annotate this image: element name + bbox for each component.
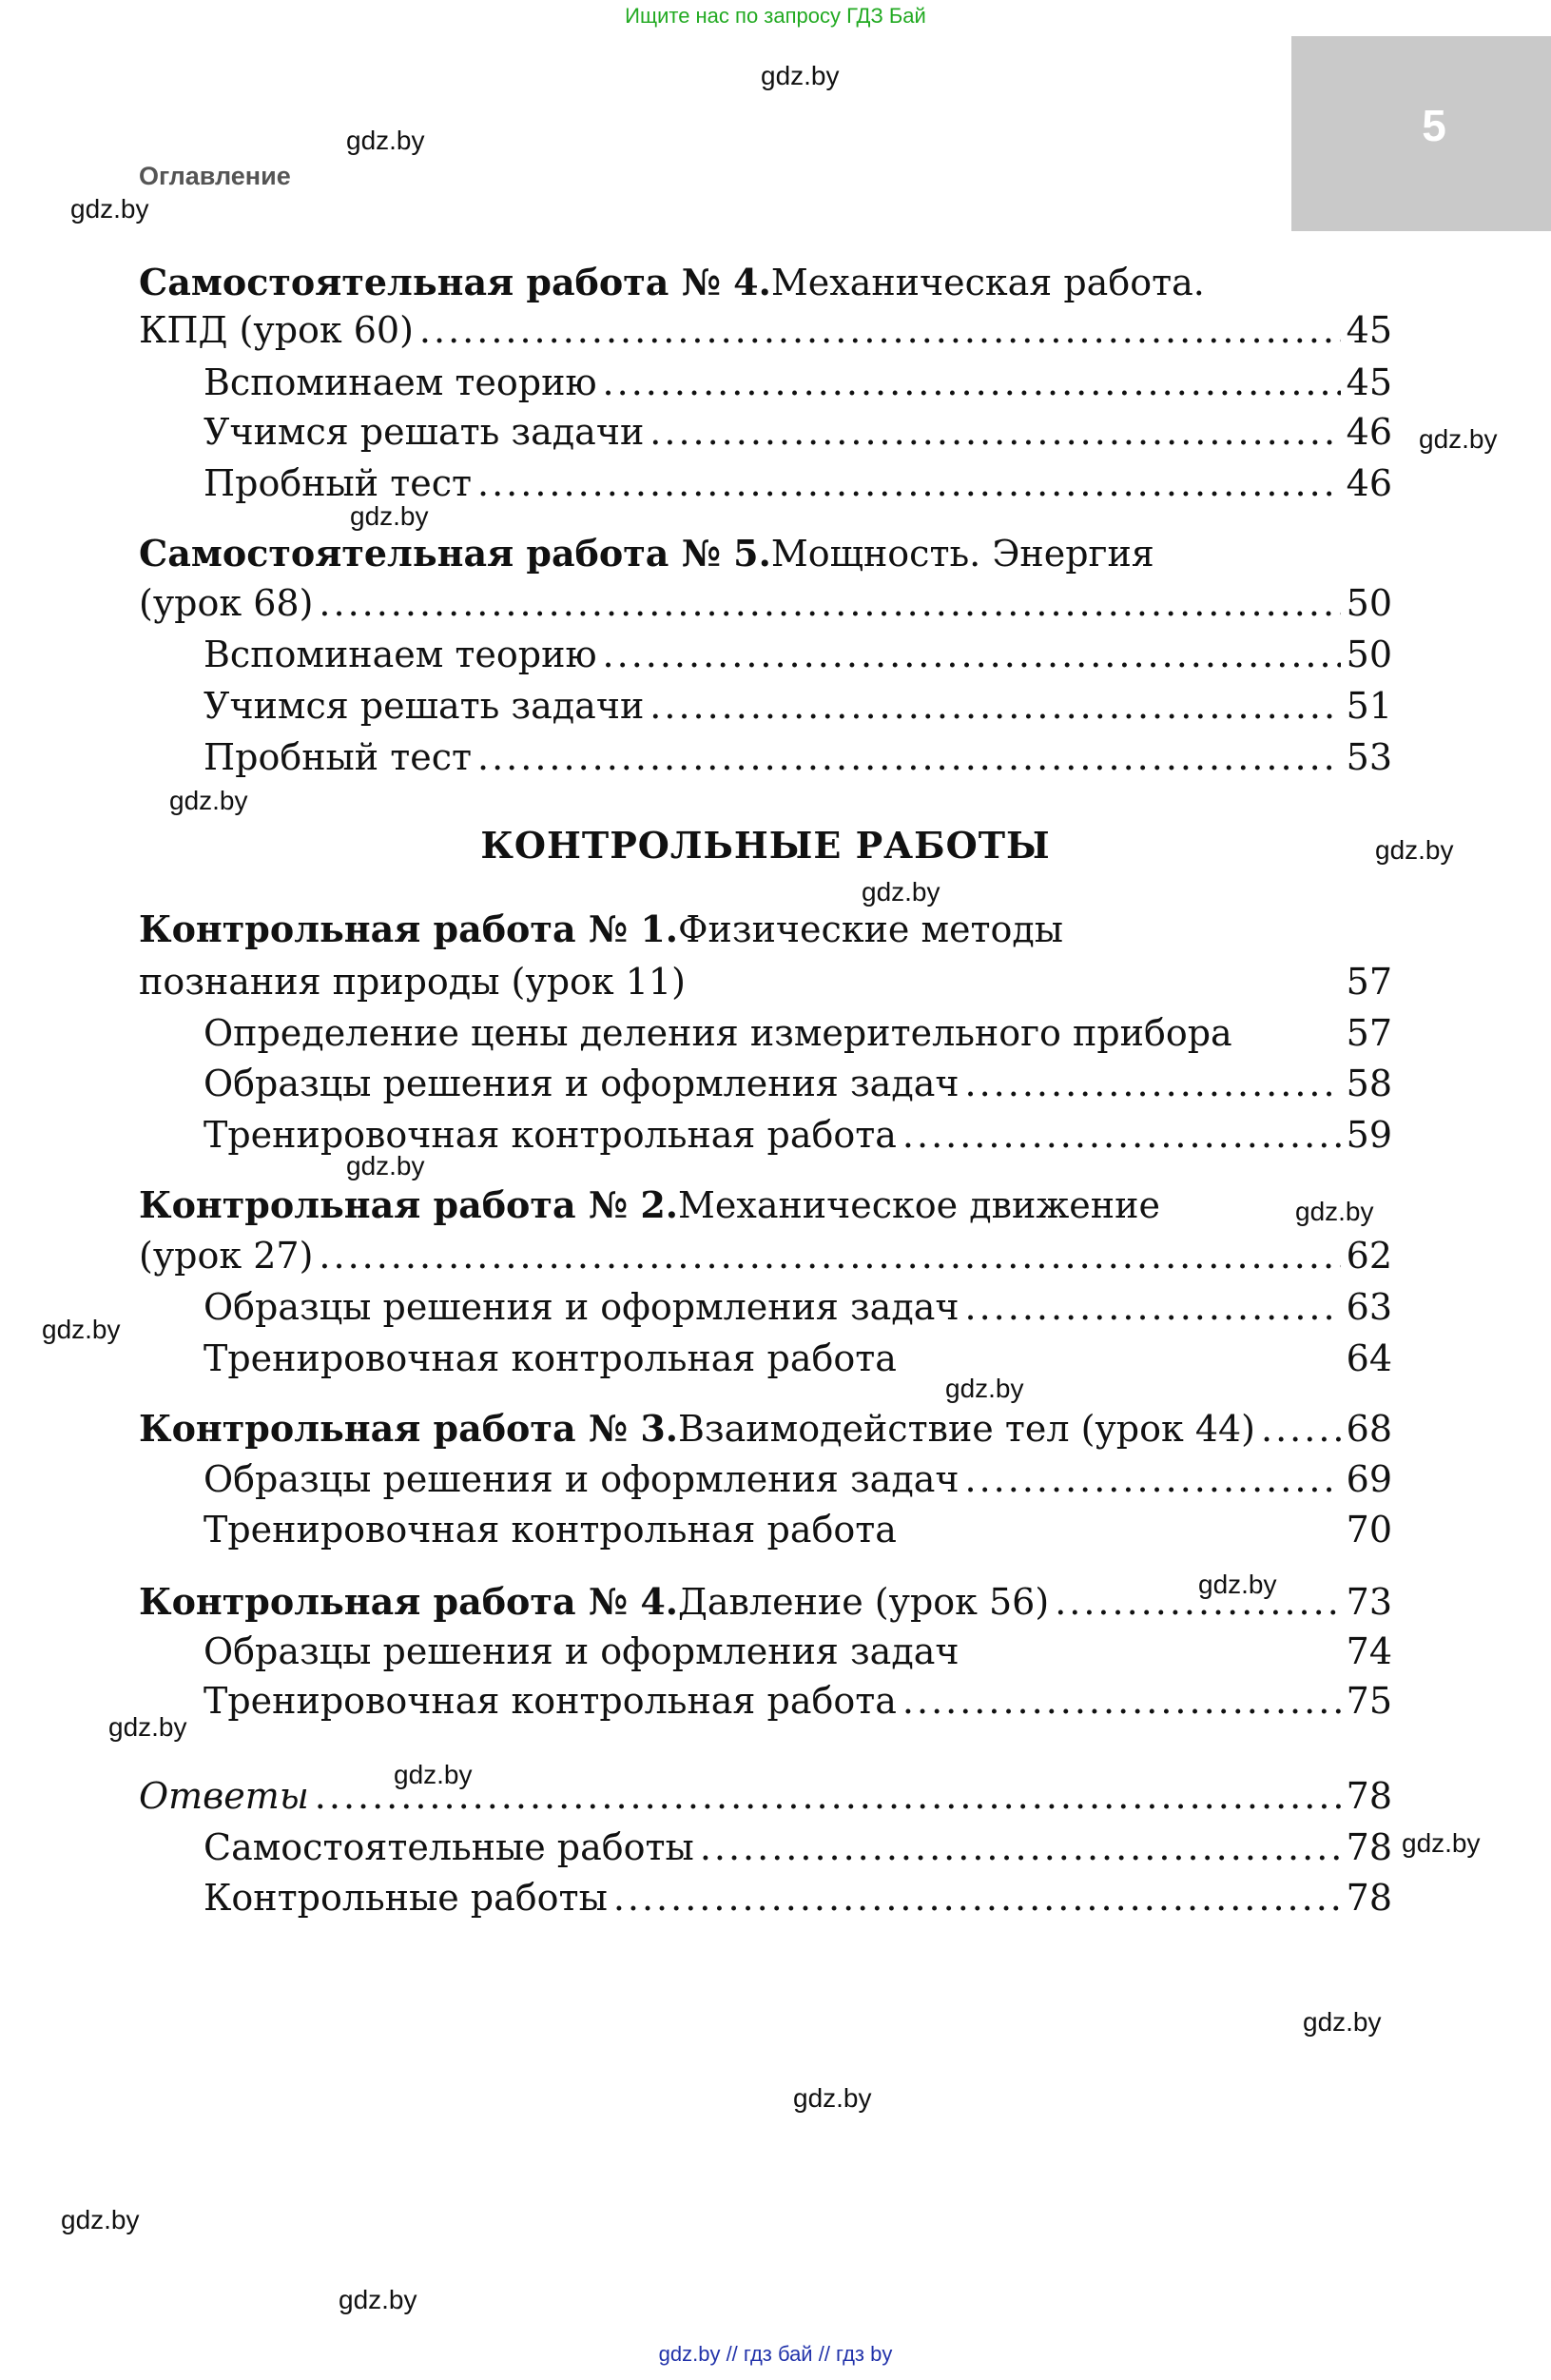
- toc-page-number: 50: [1346, 582, 1392, 624]
- toc-leader-dots: [965, 1286, 1341, 1328]
- toc-entry-kr3-sub2[interactable]: [204, 1509, 1392, 1551]
- toc-entry-kr1-title: [139, 908, 1392, 950]
- toc-entry-sr4-sub2[interactable]: [204, 411, 1392, 453]
- toc-entry-kr1-sub1[interactable]: [204, 1012, 1392, 1054]
- toc-page-number: 63: [1346, 1286, 1392, 1328]
- toc-entry-sr4-sub3[interactable]: [204, 462, 1392, 504]
- toc-entry-sr5-sub2[interactable]: [204, 685, 1392, 727]
- watermark: gdz.by: [350, 501, 429, 531]
- toc-entry-answers-sub2[interactable]: [204, 1877, 1392, 1919]
- toc-leader-dots: [477, 462, 1341, 504]
- toc-leader-dots: [649, 685, 1340, 727]
- toc-entry-title-bold: Контрольная работа № 3.: [139, 1407, 678, 1450]
- toc-entry-title-rest: Мощность. Энергия: [770, 533, 1154, 575]
- toc-entry-text: Тренировочная контрольная работа: [204, 1337, 897, 1379]
- toc-entry-text: Тренировочная контрольная работа: [204, 1680, 897, 1722]
- toc-leader-dots: [1261, 1408, 1341, 1450]
- page-number-tab: [1291, 36, 1551, 231]
- toc-leader-dots: [965, 1458, 1341, 1500]
- toc-entry-kr1[interactable]: [139, 961, 1392, 1003]
- toc-page-number: 78: [1346, 1826, 1392, 1868]
- watermark: gdz.by: [862, 877, 940, 907]
- toc-page-number: 69: [1346, 1458, 1392, 1500]
- toc-entry-text: Образцы решения и оформления задач: [204, 1458, 960, 1500]
- toc-entry-sr5[interactable]: [139, 582, 1392, 624]
- toc-page-number: 75: [1346, 1680, 1392, 1722]
- watermark: gdz.by: [945, 1374, 1024, 1403]
- toc-entry-kr2-sub1[interactable]: [204, 1286, 1392, 1328]
- toc-leader-dots: [700, 1826, 1341, 1868]
- toc-page-number: 73: [1346, 1581, 1392, 1623]
- toc-page-number: 62: [1346, 1235, 1392, 1277]
- toc-entry-sr4[interactable]: [139, 309, 1392, 351]
- toc-entry-kr3[interactable]: [139, 1408, 1392, 1450]
- toc-entry-text: Контрольные работы: [204, 1877, 608, 1919]
- toc-entry-text: Определение цены деления измерительного прибора: [204, 1012, 1232, 1054]
- toc-entry-title-bold: Самостоятельная работа № 5.: [139, 532, 771, 575]
- watermark: gdz.by: [42, 1315, 121, 1344]
- watermark: gdz.by: [169, 786, 248, 815]
- toc-entry-sr5-sub1[interactable]: [204, 634, 1392, 675]
- watermark: gdz.by: [793, 2083, 872, 2113]
- toc-entry-text: КПД (урок 60): [139, 309, 414, 351]
- toc-page-number: 45: [1346, 361, 1392, 403]
- toc-entry-text: Учимся решать задачи: [204, 411, 645, 453]
- toc-entry-title-rest: Взаимодействие тел (урок 44): [678, 1408, 1255, 1450]
- toc-entry-kr1-sub3[interactable]: [204, 1114, 1392, 1156]
- toc-entry-title-bold: Самостоятельная работа № 4.: [139, 261, 771, 303]
- toc-entry-title-rest: Механическое движение: [678, 1184, 1160, 1226]
- toc-page-number: 78: [1346, 1775, 1392, 1817]
- toc-page-number: 70: [1346, 1509, 1392, 1551]
- toc-leader-dots: [319, 1235, 1340, 1277]
- toc-entry-sr4-title: [139, 262, 1392, 303]
- toc-entry-title-rest: Физические методы: [678, 908, 1064, 950]
- watermark: gdz.by: [1295, 1197, 1374, 1226]
- toc-entry-sr5-title: [139, 533, 1392, 575]
- toc-page-number: 59: [1346, 1114, 1392, 1156]
- toc-entry-title-bold: Контрольная работа № 1.: [139, 907, 678, 950]
- toc-entry-text: Пробный тест: [204, 462, 473, 504]
- toc-leader-dots: [419, 309, 1341, 351]
- bottom-banner: gdz.by // гдз бай // гдз by: [658, 2342, 893, 2366]
- toc-entry-answers[interactable]: [139, 1775, 1392, 1817]
- watermark: gdz.by: [346, 1151, 425, 1180]
- toc-leader-dots: [319, 582, 1340, 624]
- toc-page-number: 46: [1346, 462, 1392, 504]
- toc-entry-title-rest: Давление (урок 56): [678, 1581, 1050, 1623]
- page-number: 5: [1422, 101, 1446, 150]
- toc-page-number: 57: [1346, 961, 1392, 1003]
- toc-entry-kr2-sub2[interactable]: [204, 1337, 1392, 1379]
- watermark: gdz.by: [1375, 835, 1454, 865]
- toc-page-number: 51: [1346, 685, 1392, 727]
- toc-leader-dots: [902, 1114, 1341, 1156]
- toc-entry-title-rest: Механическая работа.: [770, 262, 1205, 303]
- toc-entry-text: Тренировочная контрольная работа: [204, 1114, 897, 1156]
- toc-entry-title-bold: Контрольная работа № 4.: [139, 1580, 678, 1623]
- toc-entry-text: Образцы решения и оформления задач: [204, 1063, 960, 1104]
- toc-leader-dots: [477, 736, 1341, 778]
- toc-leader-dots: [902, 1680, 1341, 1722]
- toc-page-number: 46: [1346, 411, 1392, 453]
- toc-entry-kr2-title: [139, 1184, 1392, 1226]
- watermark: gdz.by: [1419, 424, 1498, 454]
- toc-entry-kr4-sub1[interactable]: [204, 1630, 1392, 1672]
- watermark: gdz.by: [339, 2285, 417, 2314]
- toc-page-number: 64: [1346, 1337, 1392, 1379]
- toc-entry-kr1-sub2[interactable]: [204, 1063, 1392, 1104]
- toc-entry-text: Образцы решения и оформления задач: [204, 1286, 960, 1328]
- toc-entry-text: Образцы решения и оформления задач: [204, 1630, 960, 1672]
- toc-page-number: 74: [1346, 1630, 1392, 1672]
- watermark: gdz.by: [394, 1760, 473, 1789]
- toc-entry-text: Тренировочная контрольная работа: [204, 1509, 897, 1551]
- toc-page-number: 50: [1346, 634, 1392, 675]
- toc-page-number: 45: [1346, 309, 1392, 351]
- toc-entry-answers-sub1[interactable]: [204, 1826, 1392, 1868]
- toc-entry-text: Ответы: [139, 1775, 309, 1817]
- watermark: gdz.by: [61, 2205, 140, 2234]
- toc-entry-kr4-sub2[interactable]: [204, 1680, 1392, 1722]
- toc-entry-sr4-sub1[interactable]: [204, 361, 1392, 403]
- watermark: gdz.by: [1198, 1570, 1277, 1599]
- toc-entry-text: (урок 27): [139, 1235, 314, 1277]
- toc-entry-text: Вспоминаем теорию: [204, 634, 597, 675]
- toc-entry-sr5-sub3[interactable]: [204, 736, 1392, 778]
- toc-leader-dots: [613, 1877, 1341, 1919]
- toc-page-number: 57: [1346, 1012, 1392, 1054]
- toc-entry-text: (урок 68): [139, 582, 314, 624]
- watermark: gdz.by: [346, 126, 425, 155]
- top-banner: Ищите нас по запросу ГДЗ Бай: [625, 4, 926, 28]
- watermark: gdz.by: [1402, 1828, 1481, 1858]
- toc-page-number: 58: [1346, 1063, 1392, 1104]
- toc-leader-dots: [649, 411, 1340, 453]
- toc-entry-text: Учимся решать задачи: [204, 685, 645, 727]
- watermark: gdz.by: [1303, 2007, 1382, 2037]
- watermark: gdz.by: [108, 1712, 187, 1742]
- section-heading: КОНТРОЛЬНЫЕ РАБОТЫ: [480, 824, 1051, 867]
- toc-entry-title-bold: Контрольная работа № 2.: [139, 1183, 678, 1226]
- watermark: gdz.by: [70, 194, 149, 224]
- toc-page-number: 53: [1346, 736, 1392, 778]
- section-label: Оглавление: [139, 162, 291, 190]
- toc-entry-text: Самостоятельные работы: [204, 1826, 694, 1868]
- toc-entry-text: познания природы (урок 11): [139, 961, 686, 1003]
- toc-leader-dots: [603, 361, 1341, 403]
- toc-entry-kr3-sub1[interactable]: [204, 1458, 1392, 1500]
- toc-page-number: 68: [1346, 1408, 1392, 1450]
- toc-page-number: 78: [1346, 1877, 1392, 1919]
- toc-entry-text: Вспоминаем теорию: [204, 361, 597, 403]
- toc-leader-dots: [603, 634, 1341, 675]
- toc-entry-text: Пробный тест: [204, 736, 473, 778]
- toc-entry-kr2[interactable]: [139, 1235, 1392, 1277]
- toc-leader-dots: [965, 1063, 1341, 1104]
- watermark: gdz.by: [761, 61, 840, 90]
